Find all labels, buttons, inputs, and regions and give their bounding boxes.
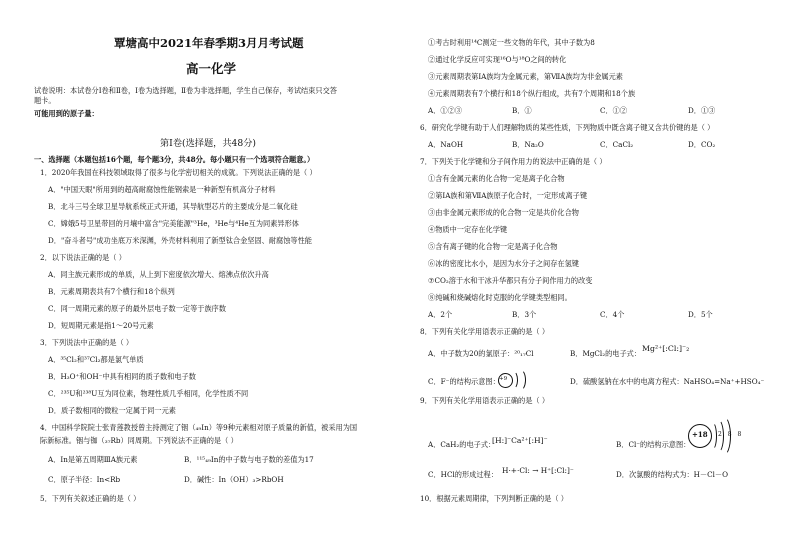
- question-7-item-5: ⑤含有离子键的化合物一定是离子化合物: [428, 242, 558, 251]
- question-1-option-b: B．北斗三号全球卫星导航系统正式开通，其导航型芯片的主要成分是二氧化硅: [48, 202, 298, 211]
- question-1-stem: 1．2020年我国在科技领域取得了很多与化学密切相关的成就。下列说法正确的是（ ）: [40, 168, 317, 177]
- question-4-option-b: B．¹¹⁵₄₉In的中子数与电子数的差值为17: [184, 455, 314, 464]
- question-2-option-d: D．短周期元素是指1～20号元素: [48, 321, 154, 330]
- hcl-formation-formula: H·+·Cl: → H⁺[:Cl:]⁻: [502, 466, 574, 475]
- question-7-item-7: ⑦CO₂溶于水和干冰升华都只有分子间作用力的改变: [428, 276, 593, 285]
- question-7-choice-b: B．3个: [512, 310, 537, 319]
- question-5-stem: 5．下列有关叙述正确的是（ ）: [40, 494, 141, 503]
- part-heading: 第Ⅰ卷(选择题，共48分): [160, 138, 256, 149]
- question-3-option-b: B．H₃O⁺和OH⁻中具有相同的质子数和电子数: [48, 372, 196, 381]
- question-4-stem-cont: 际新标准。铟与铷（₃₇Rb）同周期。下列说法不正确的是（ ）: [40, 436, 238, 445]
- question-3-option-c: C．²³⁵U和²³⁸U互为同位素，物理性质几乎相同，化学性质不同: [48, 389, 249, 398]
- question-3-option-d: D．质子数相同的微粒一定属于同一元素: [48, 406, 176, 415]
- question-5-item-4: ④元素周期表有7个横行和18个纵行组成，共有7个周期和18个族: [428, 89, 636, 98]
- question-5-choice-b: B．①: [512, 106, 532, 115]
- question-2-option-a: A．同主族元素形成的单质，从上到下密度依次增大、熔沸点依次升高: [48, 270, 269, 279]
- question-9-option-b: B．Cl⁻的结构示意图：: [616, 440, 691, 449]
- question-4-option-a: A．In是第五周期ⅢA族元素: [48, 455, 138, 464]
- question-9-option-c: C．HCl的形成过程：: [428, 470, 498, 479]
- question-7-item-1: ①含有金属元素的化合物一定是离子化合物: [428, 174, 565, 183]
- section-heading: 一、选择题（本题包括16个题，每个题3分，共48分。每小题只有一个选项符合题意。）: [34, 155, 315, 164]
- question-5-item-1: ①考古时利用¹⁴C测定一些文物的年代，其中子数为8: [428, 38, 595, 47]
- question-10-stem: 10．根据元素周期律，下列判断正确的是（ ）: [420, 494, 568, 503]
- question-7-choice-c: C．4个: [600, 310, 625, 319]
- question-8-option-c: C．F⁻的结构示意图：: [428, 377, 500, 386]
- question-6-choice-c: C．CaCl₂: [600, 140, 634, 149]
- atomic-mass-label: 可能用到的原子量：: [34, 109, 99, 118]
- question-4-option-c: C．原子半径：In<Rb: [48, 475, 121, 484]
- question-9-option-a: A．CaH₂的电子式：: [428, 440, 496, 449]
- cah2-electron-formula: [H:]⁻Ca²⁺[:H]⁻: [492, 436, 548, 445]
- instructions-line-2: 题卡。: [34, 96, 56, 105]
- question-5-item-2: ②通过化学反应可实现¹⁶O与¹⁸O之间的转化: [428, 55, 567, 64]
- question-7-item-2: ②第ⅠA族和第ⅦA族原子化合时，一定形成离子键: [428, 191, 588, 200]
- question-6-choice-d: D．CO₂: [688, 140, 716, 149]
- question-6-choice-a: A．NaOH: [428, 140, 464, 149]
- question-9-option-d: D．次氯酸的结构式为：H－Cl－O: [616, 470, 728, 479]
- fluoride-structure-diagram: [498, 370, 538, 390]
- question-3-stem: 3．下列说法中正确的是（ ）: [40, 338, 134, 347]
- question-4-stem: 4．中国科学院院士张青莲教授曾主持测定了铟（₄₉In）等9种元素相对原子质量的新值，被采用为国: [40, 423, 358, 432]
- question-8-option-b: B．MgCl₂的电子式：: [570, 349, 642, 358]
- chloride-shell-counts: 2 8 8: [718, 431, 744, 438]
- question-1-option-d: D．"奋斗者号"成功坐底万米深渊，外壳材料利用了新型钛合金坚固、耐腐蚀等性能: [48, 236, 312, 245]
- chloride-structure-diagram: [688, 418, 758, 454]
- chloride-nucleus-label: +18: [692, 430, 708, 439]
- question-7-item-8: ⑧纯碱和烧碱熔化时克服的化学键类型相同。: [428, 293, 572, 302]
- question-7-choice-a: A．2个: [428, 310, 453, 319]
- question-7-item-3: ③由非金属元素形成的化合物一定是共价化合物: [428, 208, 579, 217]
- instructions-line-1: 试卷说明：本试卷分Ⅰ卷和Ⅱ卷，Ⅰ卷为选择题，Ⅱ卷为非选择题，学生自己保存，考试结束只交答: [34, 86, 337, 95]
- mgcl2-electron-formula: Mg²⁺[:Cl:]⁻₂: [642, 344, 690, 353]
- question-7-item-6: ⑥冰的密度比水小，是因为水分子之间存在氢键: [428, 259, 579, 268]
- question-5-item-3: ③元素周期表第ⅠA族均为金属元素，第ⅦA族均为非金属元素: [428, 72, 623, 81]
- question-3-option-a: A．³⁵Cl₂和³⁷Cl₂都是氯气单质: [48, 355, 144, 364]
- question-4-option-d: D．碱性：In（OH）₃>RbOH: [184, 475, 284, 484]
- subject-title: 高一化学: [186, 61, 237, 76]
- question-1-option-c: C．嫦娥5号卫星带回的月壤中富含"完美能源"³He，³He与⁴He互为同素异形体: [48, 219, 299, 228]
- question-1-option-a: A．"中国天眼"所用到的超高耐腐蚀性能钢索是一种新型有机高分子材料: [48, 185, 276, 194]
- fluoride-nucleus-label: +9: [499, 376, 508, 382]
- exam-title: 覃塘高中2021年春季期3月月考试题: [114, 36, 304, 50]
- question-6-choice-b: B．Na₂O: [512, 140, 544, 149]
- question-5-choice-c: C．①②: [600, 106, 628, 115]
- question-2-option-b: B．元素周期表共有7个横行和18个纵列: [48, 287, 175, 296]
- question-8-stem: 8．下列有关化学用语表示正确的是（ ）: [420, 327, 550, 336]
- question-6-stem: 6．研究化学键有助于人们理解物质的某些性质，下列物质中既含离子键又含共价键的是（ ）: [420, 123, 715, 132]
- question-8-option-d: D．硫酸氢钠在水中的电离方程式：NaHSO₄=Na⁺+HSO₄⁻: [570, 377, 765, 386]
- question-8-option-a: A．中子数为20的氯原子：²⁰₁₇Cl: [428, 349, 534, 358]
- question-9-stem: 9．下列有关化学用语表示正确的是（ ）: [420, 396, 550, 405]
- question-2-stem: 2．以下说法正确的是（ ）: [40, 253, 126, 262]
- question-7-item-4: ④物质中一定存在化学键: [428, 225, 508, 234]
- question-2-option-c: C．同一周期元素的原子的最外层电子数一定等于族序数: [48, 304, 227, 313]
- question-7-choice-d: D．5个: [688, 310, 713, 319]
- question-5-choice-d: D．①③: [688, 106, 716, 115]
- question-7-stem: 7．下列关于化学键和分子间作用力的说法中正确的是（ ）: [420, 157, 607, 166]
- question-5-choice-a: A．①②③: [428, 106, 462, 115]
